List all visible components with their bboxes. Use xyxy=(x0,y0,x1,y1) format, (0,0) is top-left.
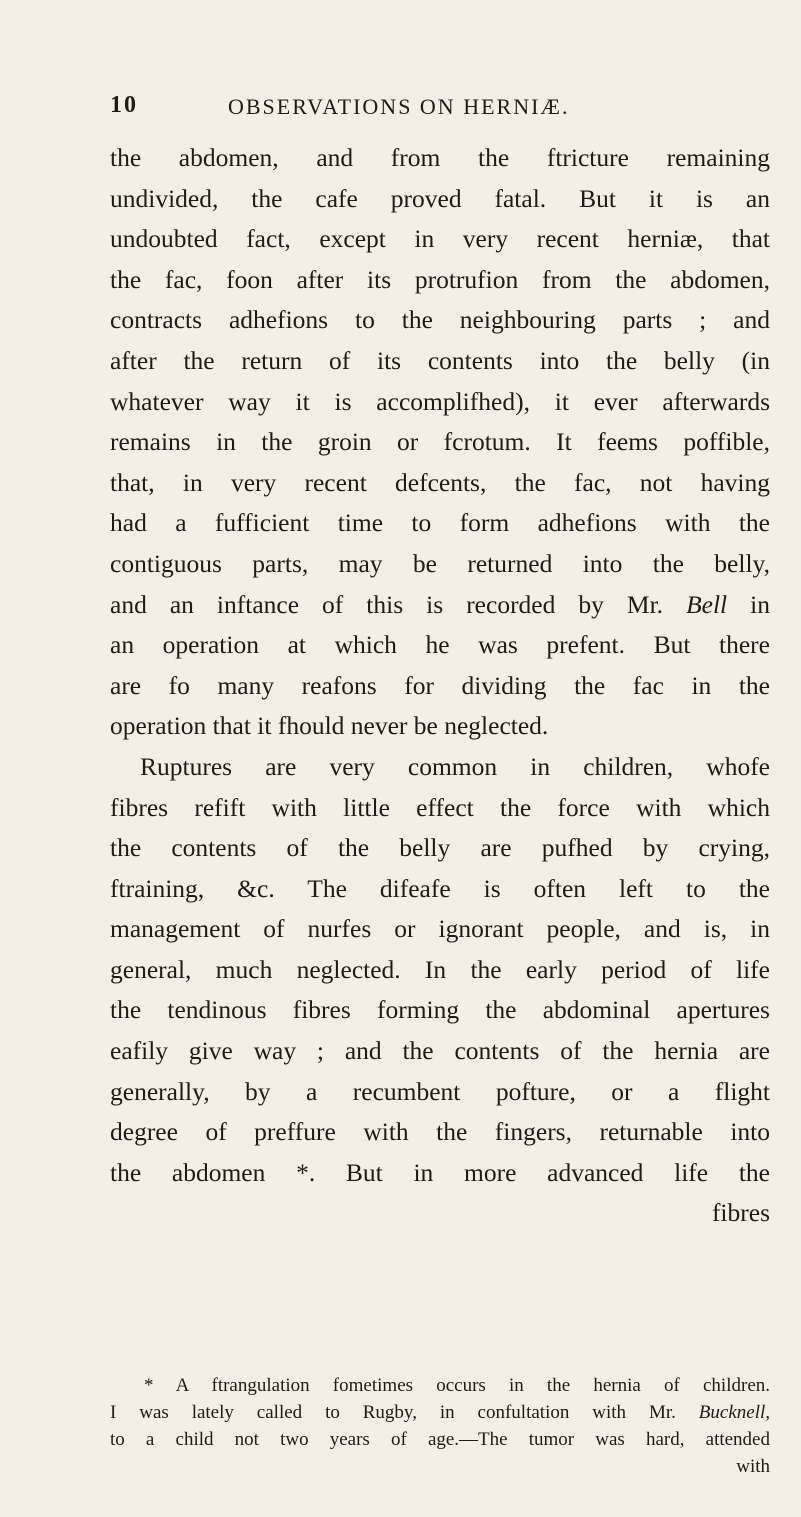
footnote-fragment: I was lately called to Rugby, in confultation with Mr. xyxy=(110,1402,676,1423)
text-line: fibres refift with little effect the force with which xyxy=(110,792,770,822)
text-line: degree of preffure with the fingers, returnable into xyxy=(110,1117,770,1147)
footnote-catchword: with xyxy=(736,1456,770,1477)
text-line: Ruptures are very common in children, whofe xyxy=(140,751,770,781)
text-line: whatever way it is accomplifhed), it ever afterwards xyxy=(110,386,770,416)
text-line-with-name xyxy=(110,585,770,626)
footnote-line: to a child not two years of age.—The tumor was hard, attended xyxy=(110,1429,770,1450)
text-line: generally, by a recumbent pofture, or a flight xyxy=(110,1076,770,1106)
footnote-line: * A ftrangulation fometimes occurs in the hernia of children. xyxy=(144,1375,770,1396)
text-line: remains in the groin or fcrotum. It feems poffible, xyxy=(110,427,770,457)
person-name-bucknell: Bucknell, xyxy=(698,1402,771,1423)
text-line: the abdomen *. But in more advanced life the xyxy=(110,1157,770,1187)
text-line: that, in very recent defcents, the fac, not having xyxy=(110,467,770,497)
text-line: an operation at which he was prefent. But there xyxy=(110,630,770,660)
footnote-line-with-name xyxy=(110,1399,770,1426)
text-line: general, much neglected. In the early period of life xyxy=(110,954,770,984)
person-name-bell: Bell xyxy=(686,589,728,619)
text-line: undoubted fact, except in very recent herniæ, that xyxy=(110,224,770,254)
text-line: the fac, foon after its protrufion from the abdomen, xyxy=(110,264,770,294)
text-line: undivided, the cafe proved fatal. But it is an xyxy=(110,183,770,213)
text-line: management of nurfes or ignorant people, and is, in xyxy=(110,914,770,944)
text-fragment: and an inftance of this is recorded by Mr. xyxy=(110,589,664,619)
text-fragment: in xyxy=(727,589,770,619)
text-line: the tendinous fibres forming the abdominal apertures xyxy=(110,995,770,1025)
footnote xyxy=(110,1372,770,1480)
text-line: eafily give way ; and the contents of the hernia are xyxy=(110,1036,770,1066)
text-line: the abdomen, and from the ftricture remaining xyxy=(110,143,770,172)
page-number: 10 xyxy=(110,92,138,118)
text-line: ftraining, &c. The difeafe is often left to the xyxy=(110,873,770,903)
body-text xyxy=(110,138,770,1234)
page-header xyxy=(110,92,770,126)
text-line: operation that it fhould never be neglected. xyxy=(110,711,549,741)
text-line: the contents of the belly are pufhed by crying, xyxy=(110,833,770,863)
text-line: are fo many reafons for dividing the fac in the xyxy=(110,670,770,700)
catchword: fibres xyxy=(711,1198,770,1228)
text-line: had a fufficient time to form adhefions with the xyxy=(110,508,770,538)
text-line: after the return of its contents into the belly (in xyxy=(110,345,770,375)
text-line: contracts adhefions to the neighbouring parts ; and xyxy=(110,305,770,335)
text-line: contiguous parts, may be returned into the belly, xyxy=(110,548,770,578)
running-title: OBSERVATIONS ON HERNIÆ. xyxy=(228,94,570,119)
